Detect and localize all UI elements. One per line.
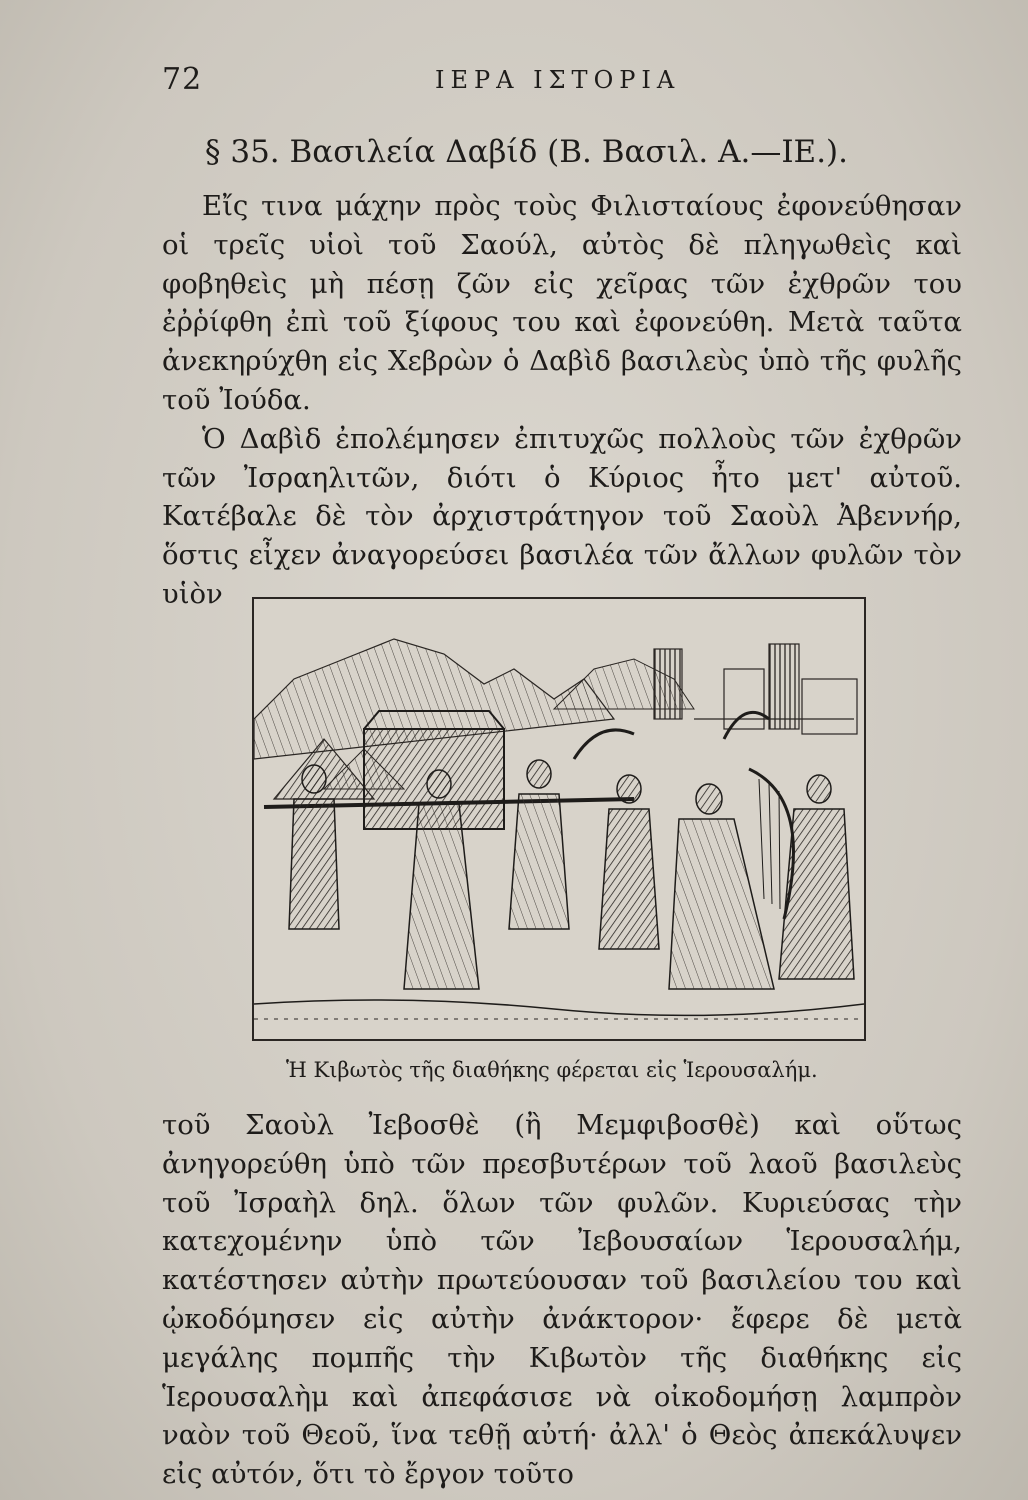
running-title: ΙΕΡΑ ΙΣΤΟΡΙΑ	[435, 66, 681, 94]
text-block-bottom	[162, 1106, 962, 1494]
page-number: 72	[162, 62, 203, 97]
figure-caption: Ἡ Κιβωτὸς τῆς διαθήκης φέρεται εἰς Ἱερουσαλήμ.	[286, 1058, 818, 1082]
paragraph-3: τοῦ Σαοὺλ Ἰεβοσθὲ (ἢ Μεμφιβοσθὲ) καὶ οὕτως ἀνηγορεύθη ὑπὸ τῶν πρεσβυτέρων τοῦ λαοῦ βασιλεὺς τοῦ Ἰσραὴλ δηλ. ὅλων τῶν φυλῶν. Κυριεύσας τὴν κατεχομένην ὑπὸ τῶν Ἰεβουσαίων Ἱερουσαλήμ, κατέστησεν αὐτὴν πρωτεύουσαν τοῦ βασιλείου του καὶ ᾠκοδόμησεν εἰς αὐτὴν ἀνάκτορον· ἔφερε δὲ μετὰ μεγάλης πομπῆς τὴν Κιβωτὸν τῆς διαθήκης εἰς Ἱερουσαλὴμ καὶ ἀπεφάσισε νὰ οἰκοδομήσῃ λαμπρὸν ναὸν τοῦ Θεοῦ, ἵνα τεθῇ αὐτή· ἀλλ' ὁ Θεὸς ἀπεκάλυψεν εἰς αὐτόν, ὅτι τὸ ἔργον τοῦτο	[162, 1109, 962, 1491]
page-header	[162, 62, 968, 108]
text-block-top	[162, 187, 962, 614]
paragraph-1: Εἴς τινα μάχην πρὸς τοὺς Φιλισταίους ἐφονεύθησαν οἱ τρεῖς υἱοὶ τοῦ Σαούλ, αὐτὸς δὲ πληγωθεὶς καὶ φοβηθεὶς μὴ πέσῃ ζῶν εἰς χεῖρας τῶν ἐχθρῶν του ἐῤῥίφθη ἐπὶ τοῦ ξίφους του καὶ ἐφονεύθη. Μετὰ ταῦτα ἀνεκηρύχθη εἰς Χεβρὼν ὁ Δαβὶδ βασιλεὺς ὑπὸ τῆς φυλῆς τοῦ Ἰούδα.	[162, 190, 962, 416]
paragraph-2: Ὁ Δαβὶδ ἐπολέμησεν ἐπιτυχῶς πολλοὺς τῶν ἐχθρῶν τῶν Ἰσραηλιτῶν, διότι ὁ Κύριος ἦτο μετ' αὐτοῦ. Κατέβαλε δὲ τὸν ἀρχιστράτηγον τοῦ Σαοὺλ Ἀβεννήρ, ὅστις εἶχεν ἀναγορεύσει βασιλέα τῶν ἄλλων φυλῶν τὸν υἱὸν	[162, 422, 962, 610]
section-title: § 35. Βασιλεία Δαβίδ (Β. Βασιλ. Α.—ΙΕ.).	[205, 134, 848, 170]
engraving-illustration	[254, 599, 864, 1039]
engraving-ark-procession	[252, 597, 866, 1041]
